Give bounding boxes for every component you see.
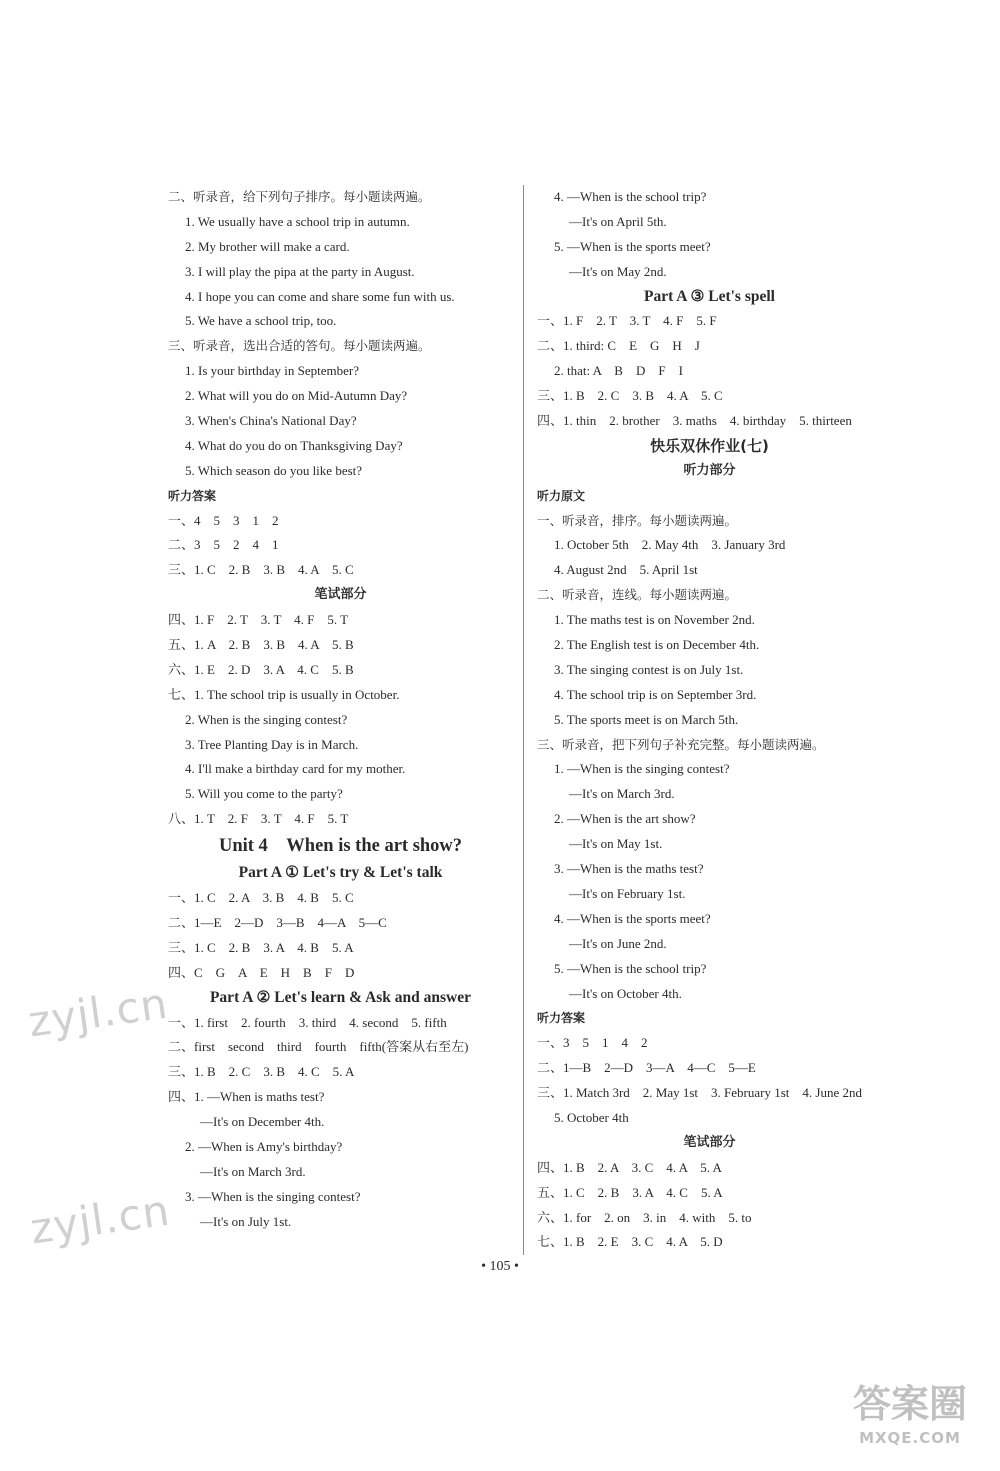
left-line: 四、1. F 2. T 3. T 4. F 5. T (168, 612, 349, 628)
right-line: 七、1. B 2. E 3. C 4. A 5. D (537, 1234, 723, 1250)
right-line: 1. The maths test is on November 2nd. (554, 612, 755, 628)
left-line: 3. I will play the pipa at the party in August. (185, 263, 415, 279)
right-line: 二、1—B 2—D 3—A 4—C 5—E (537, 1060, 756, 1076)
left-line: 三、1. B 2. C 3. B 4. C 5. A (168, 1064, 355, 1080)
left-line: 1. Is your birthday in September? (185, 363, 360, 379)
left-line: Part A ① Let's try & Let's talk (238, 864, 443, 882)
left-line: Part A ② Let's learn & Ask and answer (209, 988, 472, 1006)
left-line: —It's on March 3rd. (200, 1163, 306, 1179)
right-line: 5. October 4th (554, 1109, 629, 1125)
left-line: 2. —When is Amy's birthday? (185, 1138, 343, 1154)
right-column (537, 185, 882, 1255)
watermark: zyjl.cn (27, 1185, 174, 1254)
right-line: 5. —When is the school trip? (554, 960, 707, 976)
right-line: —It's on May 2nd. (569, 263, 667, 279)
left-line: 五、1. A 2. B 3. B 4. A 5. B (168, 637, 354, 653)
left-line: 4. I'll make a birthday card for my mother. (185, 761, 406, 777)
right-line: 五、1. C 2. B 3. A 4. C 5. A (537, 1184, 723, 1200)
left-line: 一、1. C 2. A 3. B 4. B 5. C (168, 890, 354, 906)
right-line: 3. The singing contest is on July 1st. (554, 661, 744, 677)
left-line: 二、听录音，给下列句子排序。每小题读两遍。 (168, 189, 431, 204)
left-line: 2. What will you do on Mid-Autumn Day? (185, 388, 408, 404)
left-line: 3. —When is the singing contest? (185, 1188, 361, 1204)
right-line: 听力答案 (537, 1011, 586, 1026)
right-line: 2. —When is the art show? (554, 811, 696, 827)
left-line: 三、1. C 2. B 3. A 4. B 5. A (168, 939, 354, 955)
right-line: —It's on June 2nd. (569, 935, 667, 951)
left-line: Unit 4 When is the art show? (218, 836, 463, 857)
right-line: 一、3 5 1 4 2 (537, 1035, 648, 1051)
left-line: 七、1. The school trip is usually in October. (168, 686, 400, 702)
left-line: 四、C G A E H B F D (168, 964, 355, 980)
left-line: 四、1. —When is maths test? (168, 1089, 325, 1105)
left-line: 4. What do you do on Thanksgiving Day? (185, 437, 403, 453)
right-line: 4. The school trip is on September 3rd. (554, 686, 757, 702)
left-line: 4. I hope you can come and share some fun with us. (185, 288, 455, 304)
right-line: 三、1. B 2. C 3. B 4. A 5. C (537, 388, 723, 404)
left-line: 二、1—E 2—D 3—B 4—A 5—C (168, 914, 387, 930)
left-line: 二、3 5 2 4 1 (168, 537, 279, 553)
left-line: 笔试部分 (314, 587, 367, 603)
right-line: 一、听录音，排序。每小题读两遍。 (537, 512, 738, 528)
left-line: 三、听录音，选出合适的答句。每小题读两遍。 (168, 338, 431, 354)
right-line: —It's on October 4th. (569, 985, 682, 1001)
right-line: —It's on March 3rd. (569, 786, 675, 802)
right-line: 4. August 2nd 5. April 1st (554, 562, 698, 578)
left-line: 一、1. first 2. fourth 3. third 4. second 5. fifth (168, 1014, 447, 1030)
right-line: 5. —When is the sports meet? (554, 238, 711, 254)
right-line: 1. —When is the singing contest? (554, 761, 730, 777)
right-line: 2. that: A B D F I (554, 363, 683, 379)
left-line: 3. Tree Planting Day is in March. (185, 736, 359, 752)
right-line: —It's on May 1st. (569, 836, 663, 852)
right-line: 1. October 5th 2. May 4th 3. January 3rd (554, 537, 786, 553)
left-line: 3. When's China's National Day? (185, 413, 357, 429)
left-line: 5. Will you come to the party? (185, 786, 343, 802)
logo-domain: MXQE.COM (859, 1429, 961, 1447)
right-line: —It's on February 1st. (569, 885, 686, 901)
right-line: 5. The sports meet is on March 5th. (554, 711, 739, 727)
right-line: 3. —When is the maths test? (554, 861, 704, 877)
left-line: 2. My brother will make a card. (185, 238, 350, 254)
left-line: 三、1. C 2. B 3. B 4. A 5. C (168, 562, 354, 578)
right-line: 听力原文 (537, 488, 586, 503)
left-line: 5. Which season do you like best? (185, 462, 363, 478)
left-column (168, 185, 513, 1235)
logo-glyph: 答案圈 (852, 1382, 967, 1426)
right-line: 二、1. third: C E G H J (537, 338, 700, 354)
column-divider (523, 185, 524, 1255)
left-line: 听力答案 (168, 488, 217, 503)
right-line: —It's on April 5th. (569, 213, 667, 229)
right-line: 快乐双休作业(七) (650, 436, 769, 455)
right-line: 4. —When is the school trip? (554, 189, 707, 204)
right-line: 4. —When is the sports meet? (554, 910, 711, 926)
right-line: 四、1. thin 2. brother 3. maths 4. birthday 5. thirteen (537, 413, 852, 429)
left-line: 一、4 5 3 1 2 (168, 512, 279, 528)
left-line: 二、first second third fourth fifth(答案从右至左) (168, 1039, 469, 1055)
right-line: Part A ③ Let's spell (643, 287, 775, 305)
left-line: 2. When is the singing contest? (185, 711, 348, 727)
right-line: 一、1. F 2. T 3. T 4. F 5. F (537, 313, 717, 329)
right-line: 笔试部分 (683, 1134, 736, 1150)
left-line: 1. We usually have a school trip in autumn. (185, 213, 410, 229)
right-line: 听力部分 (683, 462, 736, 478)
right-line: 二、听录音，连线。每小题读两遍。 (537, 587, 738, 603)
left-line: 八、1. T 2. F 3. T 4. F 5. T (168, 811, 349, 827)
left-line: —It's on December 4th. (200, 1114, 325, 1130)
left-line: 5. We have a school trip, too. (185, 313, 337, 329)
page-number: • 105 • (481, 1259, 519, 1274)
left-line: —It's on July 1st. (200, 1213, 292, 1229)
right-line: 四、1. B 2. A 3. C 4. A 5. A (537, 1159, 722, 1175)
right-line: 三、1. Match 3rd 2. May 1st 3. February 1st 4. June 2nd (537, 1085, 862, 1101)
left-line: 六、1. E 2. D 3. A 4. C 5. B (168, 661, 354, 677)
right-line: 六、1. for 2. on 3. in 4. with 5. to (537, 1209, 752, 1225)
right-line: 2. The English test is on December 4th. (554, 637, 760, 653)
right-line: 三、听录音，把下列句子补充完整。每小题读两遍。 (537, 736, 825, 752)
site-logo (840, 1379, 980, 1459)
watermark: zyjl.cn (25, 978, 172, 1047)
